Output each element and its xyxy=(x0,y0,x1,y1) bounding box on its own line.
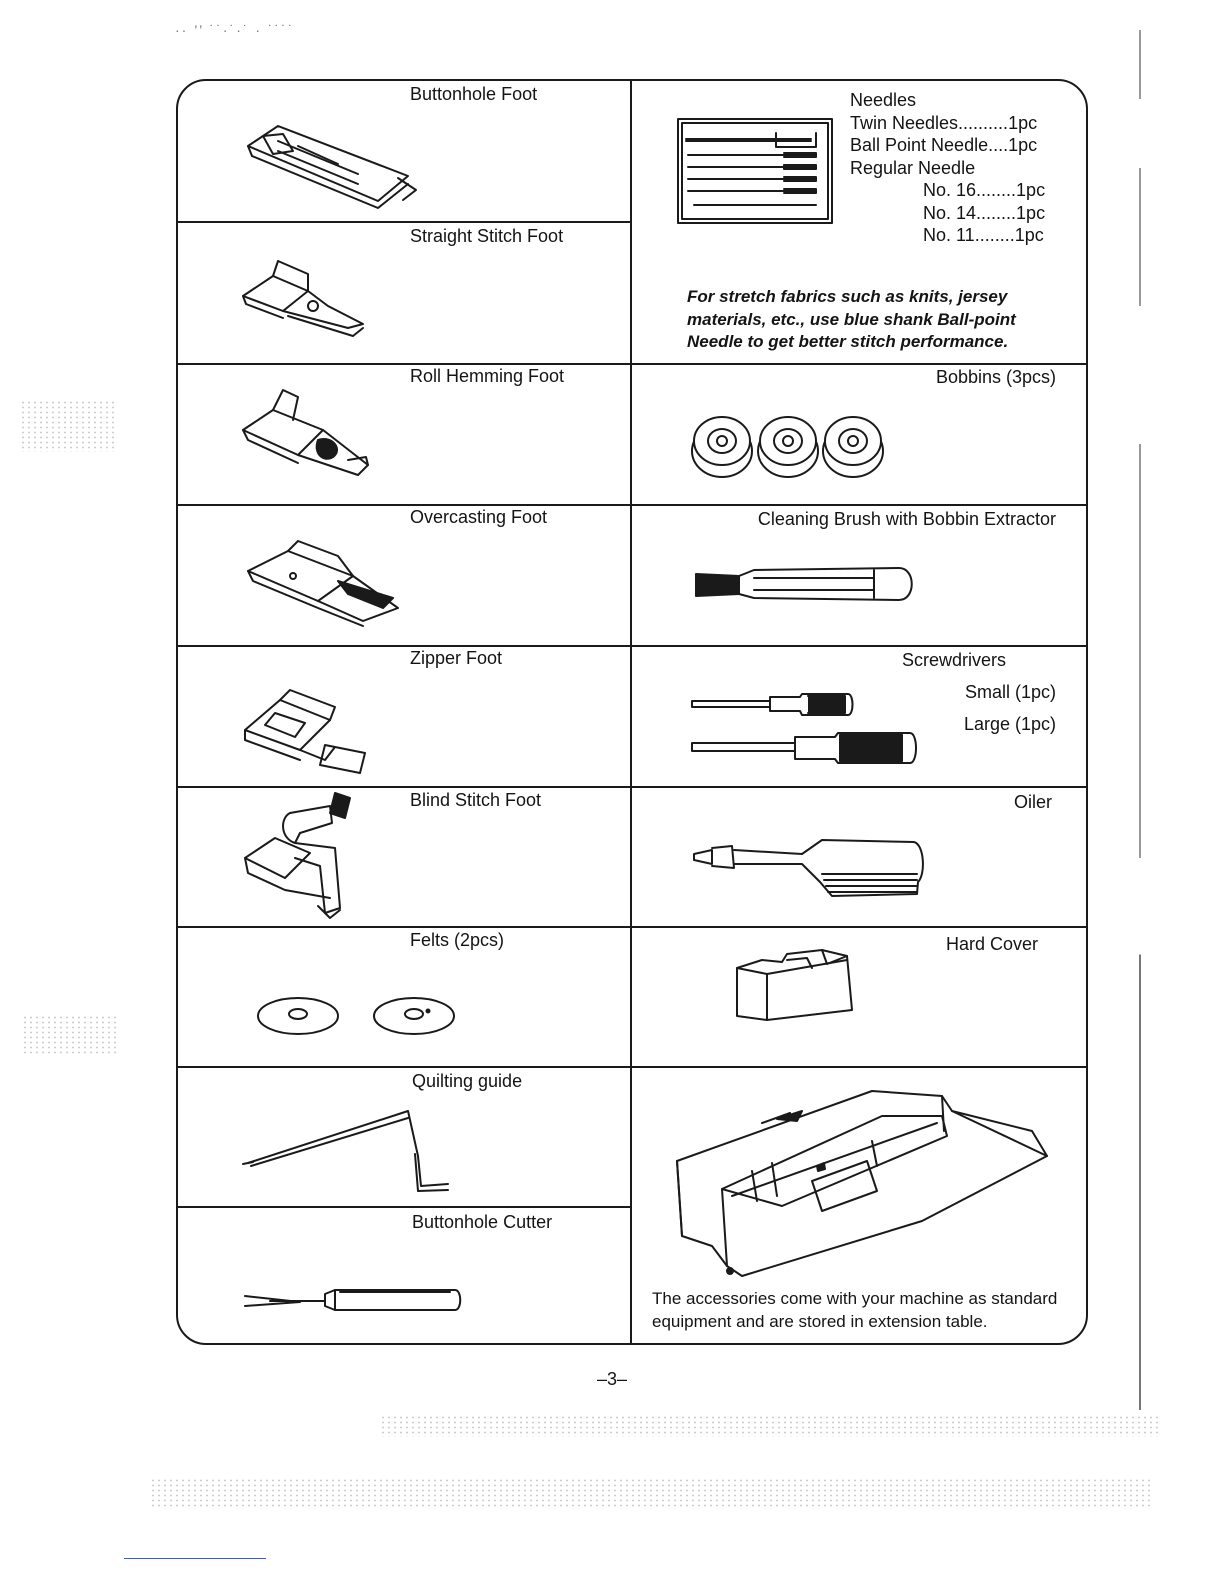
storage-note: The accessories come with your machine as standard equipment and are stored in extension table. xyxy=(652,1289,1058,1331)
item-label: Large (1pc) xyxy=(963,714,1056,734)
item-label: Cleaning Brush with Bobbin Extractor xyxy=(757,509,1056,529)
needle-pack-illustration xyxy=(676,117,834,227)
bottom-underline xyxy=(124,1558,266,1559)
buttonhole-cutter-cell xyxy=(178,1206,630,1345)
roll-hemming-foot-illustration xyxy=(238,385,373,485)
bobbins-cell xyxy=(632,363,1088,504)
needles-cell xyxy=(632,81,1088,363)
needles-line: Twin Needles..........1pc xyxy=(850,112,1038,133)
straight-stitch-foot-cell xyxy=(178,221,630,363)
needles-line: No. 14........1pc xyxy=(923,202,1046,223)
scan-speckle xyxy=(380,1415,1160,1437)
brush-illustration xyxy=(694,564,919,604)
item-label: Overcasting Foot xyxy=(410,507,548,527)
extension-table-cell xyxy=(632,1066,1088,1345)
buttonhole-cutter-illustration xyxy=(240,1286,465,1316)
blind-stitch-foot-cell xyxy=(178,786,630,926)
scan-speckle xyxy=(150,1478,1150,1508)
item-label: Small (1pc) xyxy=(964,682,1056,702)
buttonhole-foot-illustration xyxy=(238,106,418,216)
screwdrivers-cell xyxy=(632,645,1088,786)
roll-hemming-foot-cell xyxy=(178,363,630,504)
item-label: Bobbins (3pcs) xyxy=(935,367,1056,387)
screwdrivers-illustration xyxy=(690,691,920,771)
item-label: Oiler xyxy=(1013,792,1052,812)
item-label: Screwdrivers xyxy=(902,650,1007,670)
hard-cover-cell xyxy=(632,926,1088,1066)
item-label: Felts (2pcs) xyxy=(410,930,505,950)
oiler-cell xyxy=(632,786,1088,926)
item-label: Hard Cover xyxy=(946,934,1039,954)
needles-line: Regular Needle xyxy=(850,157,976,178)
hard-cover-illustration xyxy=(732,948,857,1048)
margin-line xyxy=(1139,30,1141,1410)
extension-table-illustration xyxy=(672,1071,1057,1281)
bobbins-illustration xyxy=(690,411,890,481)
scan-speckle xyxy=(20,400,115,452)
needles-note: For stretch fabrics such as knits, jersey materials, etc., use blue shank Ball-point Needle to get better stitch performance. xyxy=(687,287,1016,351)
item-label: Blind Stitch Foot xyxy=(410,790,542,810)
header-scribble: ·· ’’ ˙˙·˙·˙ · ˙˙˙˙ xyxy=(175,22,295,38)
item-label: Straight Stitch Foot xyxy=(410,226,564,246)
needles-line: No. 11........1pc xyxy=(923,225,1044,245)
needles-line: Ball Point Needle....1pc xyxy=(850,135,1038,155)
quilting-guide-illustration xyxy=(243,1106,453,1196)
felts-cell xyxy=(178,926,630,1066)
brush-cell xyxy=(632,504,1088,645)
needles-line: No. 16........1pc xyxy=(923,180,1046,200)
buttonhole-foot-cell xyxy=(178,81,630,221)
accessory-table xyxy=(176,79,1088,1345)
overcasting-foot-illustration xyxy=(243,536,403,631)
zipper-foot-illustration xyxy=(240,685,370,777)
item-label: Buttonhole Cutter xyxy=(412,1212,553,1232)
blind-stitch-foot-illustration xyxy=(240,788,360,926)
needles-list xyxy=(850,89,1045,247)
item-label: Quilting guide xyxy=(412,1071,523,1091)
needles-title: Needles xyxy=(850,90,917,110)
item-label: Zipper Foot xyxy=(410,648,503,668)
item-label: Buttonhole Foot xyxy=(410,84,538,104)
zipper-foot-cell xyxy=(178,645,630,786)
quilting-guide-cell xyxy=(178,1066,630,1206)
straight-stitch-foot-illustration xyxy=(238,256,368,346)
item-label: Roll Hemming Foot xyxy=(410,366,565,386)
page-number: –3– xyxy=(596,1369,628,1389)
oiler-illustration xyxy=(692,834,937,914)
overcasting-foot-cell xyxy=(178,504,630,645)
scan-speckle xyxy=(22,1015,117,1055)
felts-illustration xyxy=(256,994,466,1039)
